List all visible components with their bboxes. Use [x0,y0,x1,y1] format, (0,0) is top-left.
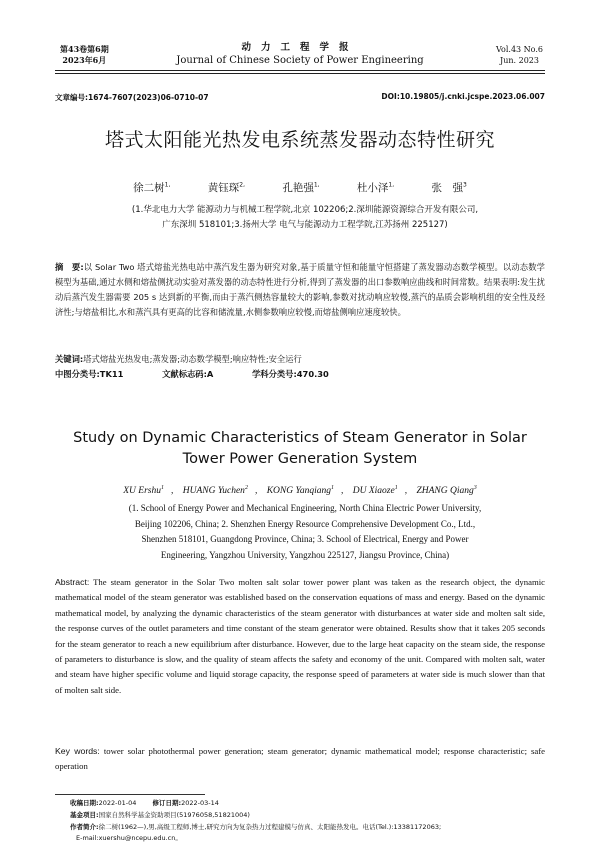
footnote-author [70,822,545,834]
author-cn: 杜小泽$^{1,}$ [356,181,395,194]
author-en: ZHANG Qiang$^3$ [416,485,477,497]
author-en: KONG Yanqiang$^1$ [266,485,335,497]
affiliation-cn [70,203,540,233]
abstract-cn-text: 以 Solar Two 塔式熔盐光热电站中蒸汽发生器为研究对象,基于质量守恒和能量守恒搭建了蒸发器动态数学模型。以动态数学模型为基础,通过水侧和熔盐侧扰动实验对蒸发器的动态特性进行分析,得到了蒸发器的出口参数响应曲线和时间常数。结果表明:发生扰动后蒸汽发生器需要 205 s 达到新的平衡,而由于蒸汽侧热容量较大的影响,参数对扰动响应较慢,蒸汽的品质会影响机组的安全性及经济性;与熔盐相比,水和蒸汽具有更高的比容和储流量,水侧参数响应较慢,而熔盐侧响应速度较快。 [55,262,545,317]
authors-en: XU Ershu$^1$ , HUANG Yuchen$^2$ , KONG Yanqiang$^1$ , DU Xiaoze$^1$ , ZHANG Qiang$^3$ [123,485,477,497]
revised-date: 2022-03-14 [181,799,219,807]
footnotes [70,798,545,845]
revised-label: 修订日期: [152,799,182,807]
author-en: XU Ershu$^1$ [123,485,164,497]
keywords-cn-text: 塔式熔盐光热发电;蒸发器;动态数学模型;响应特性;安全运行 [83,354,302,364]
author-email: E-mail:xuershu@ncepu.edu.cn。 [76,834,182,843]
affiliation-en-line: (1. School of Energy Power and Mechanical Engineering, North China Electric Power University, [128,503,482,513]
author-en: HUANG Yuchen$^2$ [182,485,248,497]
header-rule-thin [55,73,545,74]
fund-label: 基金项目: [70,810,99,819]
clc-number: 中图分类号:TK11 [55,369,124,379]
footnote-fund [70,810,545,822]
keywords-en [55,744,545,775]
classification-cn [55,368,545,381]
fund-text: 国家自然科学基金资助项目(51976058,51821004) [98,810,250,819]
author-bio-label: 作者简介: [70,822,99,831]
keywords-en-text: tower solar photothermal power generation; steam generator; dynamic mathematical model; response characteristic; safe operation [55,746,545,772]
affiliation-en-line: Beijing 102206, China; 2. Shenzhen Energy Resource Comprehensive Development Co., Ltd., [134,518,476,529]
header-volume-en [496,44,543,66]
header-rule-thick [55,70,545,71]
subject-code: 学科分类号:470.30 [251,369,329,379]
affiliation-cn-line: 广东深圳 518101;3.扬州大学 电气与能源动力工程学院,江苏扬州 225127) [162,220,448,230]
keywords-en-label: Key words: [55,746,100,756]
affiliation-en-line: Shenzhen 518101, Guangdong Province, China; 3. School of Electrical, Energy and Power [141,534,469,544]
document-code: 文献标志码:A [162,369,214,379]
title-en-line: Study on Dynamic Characteristics of Steam Generator in Solar [73,430,527,446]
received-date: 2022-01-04 [98,799,137,807]
affiliation-en-line: Engineering, Yangzhou University, Yangzhou 225127, Jiangsu Province, China) [160,549,450,560]
doi: DOI:10.19805/j.cnki.jcspe.2023.06.007 [381,92,545,101]
author-cn: 孔艳强$^{1,}$ [282,181,320,194]
article-meta [55,92,545,103]
keywords-cn-label: 关键词: [55,354,84,364]
abstract-cn [55,260,545,320]
footnote-rule [55,794,205,795]
author-cn: 黄钰琛$^{2,}$ [207,181,245,194]
footnote-dates [70,798,545,810]
author-cn: 张 强$^3$ [431,181,467,194]
date-cn: 2023年6月 [62,55,107,65]
abstract-en-label: Abstract: [55,577,90,587]
abstract-en-text: The steam generator in the Solar Two molten salt solar tower power plant was taken as the research object, the dynamic mathematical model of the steam generator was established based on the conservation equations of mass and energy. Based on the dynamic mathematical model, by analyzing the dynamic characteristics of the steam generator with disturbances at water side and molten salt side, the response curves of the outlet parameters and time constant of the steam generator were obtained. Results show that it takes 205 seconds for the steam generator to reach a new equilibrium after disturbance. However, due to the large heat capacity on the steam side, the response of parameters to disturbance is slow, and the quality of steam affects the safety and economy of the unit. Compared with molten salt, water and steam have higher specific volume and liquid storage capacity, the response speed of parameters at water side is much slower than that of molten salt side. [55,577,546,695]
received-label: 收稿日期: [70,799,99,807]
author-cn: 徐二树$^{1,}$ [133,181,171,194]
volume-issue-cn: 第43卷第6期 [60,44,109,54]
journal-name-en: Journal of Chinese Society of Power Engineering [176,55,424,66]
date-en: Jun. 2023 [500,56,539,65]
abstract-cn-label: 摘 要: [55,262,84,272]
volume-issue-en: Vol.43 No.6 [496,45,543,54]
author-bio-text: 徐二树(1962—),男,高级工程师,博士,研究方向为复杂热力过程建模与仿真、太阳能热发电。电话(Tel.):13381172063; [98,822,442,831]
keywords-cn [55,353,545,366]
title-cn: 塔式太阳能光热发电系统蒸发器动态特性研究 [104,129,495,151]
title-en [0,428,600,470]
affiliation-cn-line: (1.华北电力大学 能源动力与机械工程学院,北京 102206;2.深圳能源资源综合开发有限公司, [131,205,479,215]
authors-cn [0,180,600,195]
author-en: DU Xiaoze$^1$ [352,485,398,497]
affiliation-en [70,501,540,563]
article-number: 文章编号:1674-7607(2023)06-0710-07 [55,93,209,102]
journal-name-cn: 动力工程学报 [241,42,359,53]
title-en-line: Tower Power Generation System [182,451,418,467]
abstract-en [55,575,545,698]
